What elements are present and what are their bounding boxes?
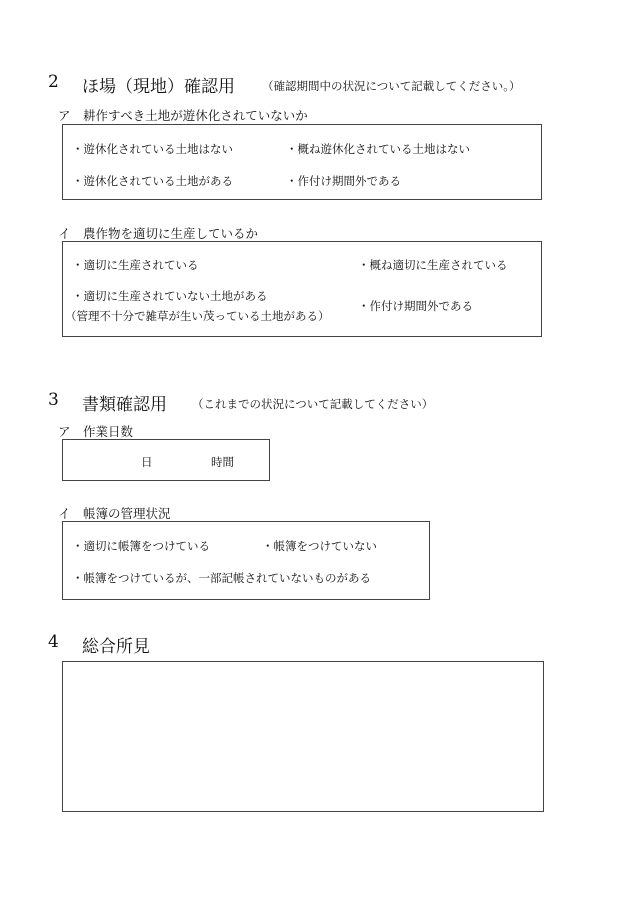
section-3-note: （これまでの状況について記載してください） [192, 397, 434, 411]
option-books-partially-kept[interactable]: ・帳簿をつけているが、一部記帳されていないものがある [72, 571, 371, 585]
option-off-season[interactable]: ・作付け期間外である [286, 174, 401, 188]
option-mostly-properly-produced[interactable]: ・概ね適切に生産されている [358, 258, 508, 272]
option-properly-produced[interactable]: ・適切に生産されている [72, 258, 199, 272]
hour-unit: 時間 [211, 455, 234, 469]
section-4-number: 4 [48, 632, 59, 652]
section-2i-box [62, 241, 542, 337]
section-2-title: ほ場（現地）確認用 [82, 77, 235, 97]
option-off-season-2[interactable]: ・作付け期間外である [358, 299, 473, 313]
section-2-note: （確認期間中の状況について記載してください。） [262, 79, 521, 93]
option-mostly-no-idle-land[interactable]: ・概ね遊休化されている土地はない [286, 142, 470, 156]
section-4-title: 総合所見 [82, 637, 150, 657]
option-books-not-kept[interactable]: ・帳簿をつけていない [262, 539, 377, 553]
section-2i-label: イ 農作物を適切に生産しているか [58, 226, 259, 241]
section-3i-box [62, 521, 430, 600]
option-books-kept[interactable]: ・適切に帳簿をつけている [72, 539, 210, 553]
section-3-number: 3 [48, 390, 59, 410]
section-3-title: 書類確認用 [82, 395, 167, 415]
work-days-box[interactable] [62, 439, 270, 481]
day-unit: 日 [141, 455, 153, 469]
option-improperly-produced[interactable]: ・適切に生産されていない土地がある [72, 289, 268, 303]
section-2-number: 2 [48, 72, 59, 92]
section-3i-label: イ 帳簿の管理状況 [58, 506, 171, 521]
section-2a-label: ア 耕作すべき土地が遊休化されていないか [58, 108, 308, 123]
option-no-idle-land[interactable]: ・遊休化されている土地はない [72, 142, 233, 156]
option-improperly-produced-detail: （管理不十分で雑草が生い茂っている土地がある） [65, 309, 330, 323]
section-2a-box [62, 124, 542, 200]
overall-findings-box[interactable] [62, 661, 544, 812]
section-3a-label: ア 作業日数 [58, 424, 134, 439]
option-idle-land-exists[interactable]: ・遊休化されている土地がある [72, 174, 233, 188]
